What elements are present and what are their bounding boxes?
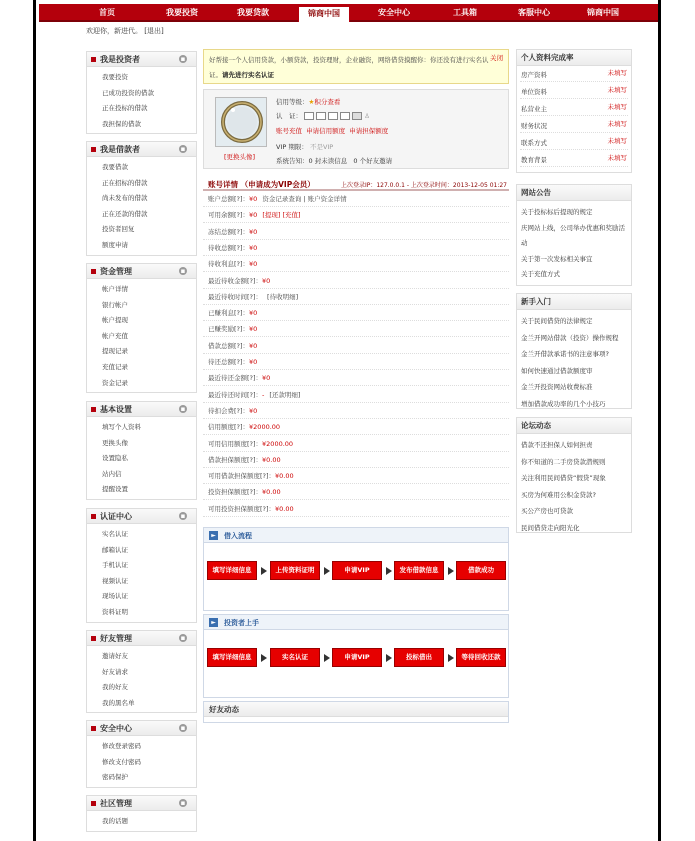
account-row-link[interactable]: [还款明细] [269, 390, 301, 399]
sidebar-section-title: 好友管理 [100, 634, 132, 643]
completion-label: 房产资料 [521, 71, 547, 79]
sidebar-link[interactable]: 修改登录密码 [102, 742, 141, 750]
sidebar-link[interactable]: 提现记录 [102, 347, 128, 356]
account-row [203, 240, 509, 256]
sidebar-link[interactable]: 额度申请 [102, 241, 128, 249]
announce-item[interactable]: 动 [521, 239, 528, 248]
sidebar-section [86, 630, 197, 713]
forum-item[interactable]: 你不知道的二手房贷款潜规则 [521, 457, 606, 466]
vip-row [276, 142, 333, 151]
account-row-content [208, 256, 257, 272]
account-row-value: ¥0.00 [275, 504, 294, 513]
account-row [203, 273, 509, 289]
account-row-label: 最近待还金额[?]： [208, 374, 263, 383]
sys-label: 系统告知： [276, 157, 309, 165]
nav-item[interactable]: 客服中心 [518, 8, 550, 17]
notice-text-2 [209, 70, 274, 79]
apply-credit-link[interactable]: 申请信用额度 [306, 127, 346, 135]
flow-step: 借款成功 [456, 561, 506, 580]
account-title [208, 179, 315, 190]
sidebar-link[interactable]: 帐户提现 [102, 316, 128, 325]
completion-status[interactable]: 未填写 [607, 103, 627, 111]
account-row [203, 338, 509, 354]
account-row [203, 207, 509, 223]
forum-item[interactable]: 关注利用民间借贷“假贷”现象 [521, 474, 606, 483]
page-frame-left [0, 0, 36, 841]
section-bullet-icon [91, 801, 96, 806]
account-row-content [208, 191, 347, 207]
sidebar-link[interactable]: 更换头像 [102, 438, 128, 447]
sidebar-link[interactable]: 已成功投资的借款 [102, 88, 154, 97]
friend-feed-title: 好友动态 [204, 702, 508, 717]
completion-label: 单位资料 [521, 88, 547, 96]
account-row-value: ¥0 [249, 243, 258, 252]
change-avatar-link[interactable]: [更换头像] [224, 153, 256, 161]
sidebar-link[interactable]: 投资者回复 [102, 225, 135, 234]
account-row-value: ¥0 [249, 406, 258, 415]
notice-banner [203, 49, 509, 84]
profile-links [276, 126, 388, 135]
account-row-content [208, 387, 300, 403]
sidebar-link[interactable]: 帐户详情 [102, 285, 128, 293]
nav-item[interactable]: 首页 [99, 8, 115, 17]
completion-status[interactable]: 未填写 [607, 86, 627, 94]
account-row [203, 305, 509, 321]
account-row [203, 256, 509, 272]
account-row-content [208, 354, 257, 370]
forum-item[interactable]: 买公产房也可贷款 [521, 507, 573, 516]
top-nav [39, 4, 658, 22]
sidebar-link[interactable]: 正在还款的借款 [102, 209, 148, 218]
collapse-icon[interactable]: ▪ [180, 267, 186, 275]
completion-label: 财务状况 [521, 122, 547, 130]
account-row-value: ¥0 [249, 195, 258, 203]
account-row-label: 可用余额[?]： [208, 211, 250, 220]
sidebar-section-title: 认证中心 [100, 512, 132, 521]
sidebar-link[interactable]: 站内信 [102, 469, 122, 478]
vip-value: 不是VIP [309, 143, 334, 151]
page-frame-right [658, 0, 695, 841]
account-row [203, 321, 509, 337]
account-row-value: ¥0.00 [275, 472, 294, 481]
account-row-value: ¥2000.00 [262, 439, 294, 448]
sidebar-link[interactable]: 资料证明 [102, 608, 128, 616]
flow-step: 填写详细信息 [207, 561, 257, 580]
flow-arrow-icon [261, 654, 267, 662]
sidebar-section-header [87, 52, 196, 67]
flow-step: 申请VIP [332, 648, 382, 667]
apply-guarantee-link[interactable]: 申请担保额度 [349, 127, 389, 135]
account-row-content [208, 452, 281, 468]
sidebar-section-header [87, 796, 196, 811]
account-row-value: - [262, 390, 265, 399]
account-row-value: ¥2000.00 [249, 423, 281, 432]
sidebar-link[interactable]: 我要投资 [102, 73, 128, 81]
row-divider [520, 166, 628, 167]
account-row-content [208, 338, 257, 354]
account-row [203, 484, 509, 500]
account-detail-header [203, 177, 509, 191]
recharge-link[interactable]: 账号充值 [276, 127, 302, 135]
collapse-icon[interactable]: ▪ [180, 55, 186, 63]
account-row-content [208, 305, 257, 321]
sidebar-link[interactable]: 正在投标的借款 [102, 104, 148, 113]
account-row-value: ¥0.00 [262, 488, 281, 497]
sidebar-section-header [87, 721, 196, 736]
announce-item[interactable]: 庆网站上线，公司举办优惠和奖励活 [521, 223, 625, 232]
account-row [203, 387, 509, 403]
video-icon [340, 112, 350, 120]
sidebar-link[interactable]: 填写个人资料 [102, 423, 141, 431]
cert-row [276, 111, 370, 120]
completion-status[interactable]: 未填写 [607, 120, 627, 128]
credit-level-row [276, 97, 340, 106]
sidebar-link[interactable]: 我担保的借款 [102, 119, 141, 128]
account-row-value: ¥0.00 [262, 455, 281, 464]
sidebar-section-header [87, 509, 196, 524]
account-row-link[interactable]: [待收明细] [267, 292, 299, 301]
newbie-panel [516, 293, 632, 409]
announce-panel [516, 184, 632, 286]
sidebar-link[interactable]: 尚未发布的借款 [102, 194, 148, 203]
account-row-label: 账户总额[?]： [208, 195, 250, 203]
collapse-icon[interactable]: ▪ [180, 512, 186, 520]
sidebar-section-title: 我是借款者 [100, 145, 140, 154]
nav-item[interactable]: 工具箱 [453, 8, 477, 17]
flow-arrow-icon [448, 567, 454, 575]
section-bullet-icon [91, 726, 96, 731]
sidebar-link[interactable]: 视频认证 [102, 576, 128, 585]
flow-title: 借入流程 [224, 532, 252, 540]
row-divider [520, 149, 628, 150]
sidebar-section-title: 基本设置 [100, 405, 132, 414]
notice-text: 好帮接一个人信用贷款，小额贷款，投资理财，企业融资，网络借贷摸醒你：你还没有进行实名认 [209, 56, 489, 64]
apply-vip-link[interactable]: （申请成为VIP会员） [240, 180, 315, 189]
announce-item[interactable]: 关于投标标后提现的规定 [521, 208, 593, 216]
account-row-content [208, 321, 257, 337]
flow-header [204, 528, 508, 543]
flow-arrow-icon [448, 654, 454, 662]
row-divider [520, 81, 628, 82]
flow-step: 填写详细信息 [207, 648, 257, 667]
flow-arrow-icon [324, 567, 330, 575]
sidebar-section [86, 720, 197, 788]
credit-points-link[interactable]: 积分查看 [314, 98, 341, 106]
account-row-content [208, 289, 298, 305]
announce-item[interactable]: 关于第一次发标相关事宜 [521, 254, 593, 263]
account-row-label: 待扣会费[?]： [208, 406, 250, 415]
account-row-label: 最近待收时间[?]： [208, 292, 263, 301]
flow-step: 上传资料证明 [270, 561, 320, 580]
section-bullet-icon [91, 57, 96, 62]
section-bullet-icon [91, 147, 96, 152]
sidebar-section-header [87, 402, 196, 417]
flow-header [204, 615, 508, 630]
account-row-content [208, 224, 257, 240]
credit-label: 信用等级： [276, 98, 309, 106]
account-row-content [208, 403, 257, 419]
sidebar-link[interactable]: 资金记录 [102, 378, 128, 387]
sidebar-link[interactable]: 现场认证 [102, 592, 128, 601]
newbie-item[interactable]: 增加借款成功率的几个小技巧 [521, 400, 606, 408]
flow-arrow-icon [324, 654, 330, 662]
nav-item[interactable]: 锦商中国 [587, 8, 619, 17]
section-bullet-icon [91, 636, 96, 641]
announce-item[interactable]: 关于充值方式 [521, 270, 560, 279]
flow-title: 投资者上手 [224, 619, 259, 627]
forum-item[interactable]: 借款不还担保人如何担责 [521, 441, 593, 449]
forum-title: 论坛动态 [517, 418, 631, 434]
account-row-content [208, 501, 294, 517]
section-bullet-icon [91, 514, 96, 519]
completion-label: 私营业主 [521, 105, 547, 113]
sidebar-section [86, 51, 197, 134]
newbie-item[interactable]: 关于民间借贷的法律规定 [521, 317, 593, 325]
notice-close-button[interactable]: 关闭 [490, 54, 503, 62]
sidebar-section-title: 我是投资者 [100, 55, 140, 64]
sidebar-section [86, 141, 197, 256]
account-row-value: ¥0 [249, 227, 258, 236]
account-row-value: ¥0 [249, 211, 258, 220]
sidebar-link[interactable]: 帐户充值 [102, 331, 128, 340]
sidebar-link[interactable]: 我的好友 [102, 683, 128, 692]
account-row [203, 468, 509, 484]
phone-icon [328, 112, 338, 120]
flow-arrow-icon [386, 654, 392, 662]
profile-completion-panel [516, 49, 632, 173]
account-row-label: 冻结总额[?]： [208, 227, 250, 236]
completion-status[interactable]: 未填写 [607, 154, 627, 162]
account-row [203, 289, 509, 305]
collapse-icon[interactable]: ▪ [180, 145, 186, 153]
id-card-icon [304, 112, 314, 120]
notice-verify-link[interactable]: 请先进行实名认证 [222, 71, 274, 79]
sidebar-link[interactable]: 我的话题 [102, 817, 128, 825]
sidebar-link[interactable]: 正在招标的借款 [102, 178, 148, 187]
flow-step: 实名认证 [270, 648, 320, 667]
collapse-icon[interactable]: ▪ [180, 799, 186, 807]
flow-step: 申请VIP [332, 561, 382, 580]
account-row-link[interactable]: 资金记录查询 | 账户资金详情 [262, 195, 347, 203]
account-row-label: 投资担保额度[?]： [208, 488, 263, 497]
account-row-label: 可用投资担保额度[?]： [208, 504, 276, 513]
sidebar-link[interactable]: 手机认证 [102, 561, 128, 570]
nav-item[interactable]: 锦商中国 [298, 6, 350, 22]
account-row-label: 已赚奖励[?]： [208, 325, 250, 334]
account-row-value: ¥0 [262, 276, 271, 285]
flow-step: 发布借款信息 [394, 561, 444, 580]
sidebar-link[interactable]: 银行帐户 [102, 300, 128, 309]
sidebar-section-header [87, 264, 196, 279]
welcome-text: 欢迎你，新进代。 [退出] [86, 27, 164, 35]
row-divider [520, 115, 628, 116]
account-row [203, 501, 509, 517]
account-row-content [208, 207, 301, 223]
profile-panel [203, 89, 509, 169]
system-notice-row [276, 156, 392, 165]
borrow-flow-panel [203, 527, 509, 611]
newbie-item[interactable]: 金兰开投资网站收费标准 [521, 383, 593, 392]
account-row-label: 待还总额[?]： [208, 358, 250, 366]
sidebar-link[interactable]: 充值记录 [102, 363, 128, 371]
completion-status[interactable]: 未填写 [607, 137, 627, 145]
newbie-item[interactable]: 如何快速通过借款额度审 [521, 366, 593, 375]
sidebar-section-title: 安全中心 [100, 724, 132, 733]
account-row-value: ¥0 [262, 374, 271, 383]
account-row-value: ¥0 [249, 309, 258, 318]
completion-label: 教育背景 [521, 156, 547, 164]
account-row-value: ¥0 [249, 358, 258, 366]
avatar [215, 97, 267, 147]
account-row-content [208, 273, 270, 289]
nav-item[interactable]: 我要贷款 [237, 8, 269, 17]
account-title-text: 账号详情 [208, 180, 238, 189]
account-row-label: 可用信用额度[?]： [208, 439, 263, 448]
flow-step: 等待回收还款 [456, 648, 506, 667]
completion-label: 联系方式 [521, 139, 547, 147]
account-row [203, 191, 509, 207]
sidebar-section-header [87, 631, 196, 646]
account-row-label: 待收总额[?]： [208, 243, 250, 252]
flow-arrow-icon [386, 567, 392, 575]
sidebar-section-title: 社区管理 [100, 799, 132, 808]
account-row-label: 信用额度[?]： [208, 423, 250, 432]
forum-panel [516, 417, 632, 533]
sidebar-link[interactable]: 修改支付密码 [102, 757, 141, 766]
flow-arrow-icon [261, 567, 267, 575]
account-row-label: 借款担保额度[?]： [208, 455, 263, 464]
account-row-value: ¥0 [249, 325, 258, 334]
account-row-label: 待收利息[?]： [208, 260, 250, 269]
account-row [203, 370, 509, 386]
friend-feed-panel [203, 701, 509, 723]
avatar-image [216, 98, 267, 147]
friend-invites-link[interactable]: 0 个好友邀请 [353, 157, 393, 165]
nav-item[interactable]: 我要投资 [166, 8, 198, 17]
unread-messages-link[interactable]: 0 封未读信息 [308, 157, 348, 165]
account-row-content [208, 370, 270, 386]
account-row [203, 224, 509, 240]
collapse-icon[interactable]: ▪ [180, 405, 186, 413]
sidebar-section [86, 263, 197, 393]
account-row-content [208, 436, 293, 452]
newbie-item[interactable]: 金兰开借款承诺书的注意事项? [521, 350, 609, 359]
arrow-right-icon: ► [209, 531, 218, 540]
account-row-content [208, 419, 280, 435]
sidebar-section-header [87, 142, 196, 157]
account-row-content [208, 468, 294, 484]
flow-step: 投标借出 [394, 648, 444, 667]
sidebar-link[interactable]: 实名认证 [102, 530, 128, 538]
row-divider [520, 98, 628, 99]
sidebar-section [86, 401, 197, 500]
sidebar-section-title: 资金管理 [100, 267, 132, 276]
sidebar-link[interactable]: 设置隐私 [102, 454, 128, 463]
sidebar-section [86, 795, 197, 832]
account-row-content [208, 484, 281, 500]
sidebar-link[interactable]: 提醒设置 [102, 485, 128, 494]
profile-completion-title: 个人资料完成率 [517, 50, 631, 66]
account-row-label: 最近待收金额[?]： [208, 276, 263, 285]
account-row-value: ¥0 [249, 341, 258, 350]
account-row-label: 借款总额[?]： [208, 341, 250, 350]
account-row-label: 最近待还时间[?]： [208, 390, 263, 399]
section-bullet-icon [91, 407, 96, 412]
account-row-link[interactable]: [提现] [充值] [262, 211, 301, 220]
sidebar-link[interactable]: 我要借款 [102, 163, 128, 171]
vip-icon [352, 112, 362, 120]
notice-prefix: 证。 [209, 71, 222, 79]
sidebar-link[interactable]: 邮箱认证 [102, 545, 128, 554]
sidebar-link[interactable]: 邀请好友 [102, 652, 128, 660]
newbie-item[interactable]: 金兰开网站借款（投资）操作规程 [521, 333, 619, 342]
account-row [203, 403, 509, 419]
collapse-icon[interactable]: ▪ [180, 634, 186, 642]
sidebar-link[interactable]: 好友请求 [102, 667, 128, 676]
last-login-info: 上次登录IP：127.0.0.1 - 上次登录时间：2013-12-05 01:27 [340, 182, 507, 189]
section-bullet-icon [91, 269, 96, 274]
invest-flow-panel [203, 614, 509, 698]
forum-item[interactable]: 民间借贷走向阳光化 [521, 524, 580, 532]
sidebar-link[interactable]: 我的黑名单 [102, 698, 135, 707]
vip-label: VIP 期限： [276, 143, 308, 151]
arrow-right-icon: ► [209, 618, 218, 627]
account-row [203, 354, 509, 370]
sidebar-section [86, 508, 197, 623]
account-row [203, 436, 509, 452]
cert-label: 认 证： [276, 112, 302, 120]
star-icon: ★ [308, 98, 315, 106]
announce-title: 网站公告 [517, 185, 631, 201]
nav-item[interactable]: 安全中心 [378, 8, 410, 17]
email-icon [316, 112, 326, 120]
account-row-content [208, 240, 257, 256]
account-row-value: ¥0 [249, 260, 258, 269]
account-row [203, 419, 509, 435]
sidebar-link[interactable]: 密码保护 [102, 773, 128, 782]
account-row-label: 可用借款担保额度[?]： [208, 472, 276, 481]
newbie-title: 新手入门 [517, 294, 631, 310]
completion-status[interactable]: 未填写 [607, 69, 627, 77]
account-row [203, 452, 509, 468]
account-row-label: 已赚利息[?]： [208, 309, 250, 318]
row-divider [520, 132, 628, 133]
forum-item[interactable]: 买房为何难用公积金贷款? [521, 490, 596, 499]
collapse-icon[interactable]: ▪ [180, 724, 186, 732]
user-icon: ♙ [364, 112, 370, 120]
